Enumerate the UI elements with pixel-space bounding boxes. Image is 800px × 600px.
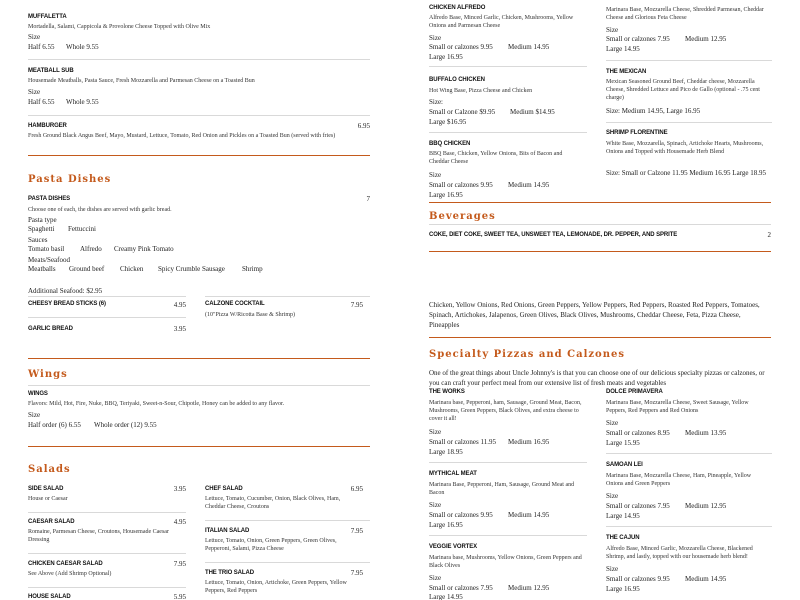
pasta-type-option: Fettuccini — [68, 225, 96, 233]
size-option-small: Small or calzones 9.95 — [429, 511, 493, 519]
divider — [28, 512, 186, 513]
size-option-medium: Medium 14.95 — [508, 511, 550, 519]
item-name: CAESAR SALAD — [28, 519, 75, 525]
item-name: THE WORKS — [429, 389, 465, 395]
item-name: HAMBURGER — [28, 123, 67, 129]
meat-option: Chicken — [120, 265, 144, 273]
size-option-medium: Medium 16.95 — [508, 438, 550, 446]
item-description: Lettuce, Tomato, Onion, Green Peppers, Green Olives, Pepperoni, Salami, Pizza Cheese — [205, 538, 337, 552]
size-option-large: Large 16.95 — [429, 191, 463, 199]
item-price: 6.95 — [357, 122, 370, 130]
item-name: SHRIMP FLORENTINE — [606, 130, 668, 136]
section-heading-specialty: Specialty Pizzas and Calzones — [429, 349, 625, 360]
size-option-large: Large 16.95 — [429, 53, 463, 61]
size-option-large: Large 15.95 — [606, 439, 640, 447]
divider — [205, 562, 370, 563]
size-option-large: Large 16.95 — [429, 521, 463, 529]
item-name: PASTA DISHES — [28, 196, 71, 202]
divider — [606, 526, 772, 527]
meat-option: Ground beef — [69, 265, 105, 273]
size-label: Size — [28, 411, 41, 419]
item-description: Mexican Seasoned Ground Beef, Cheddar cheese, Mozzarella Cheese, Shredded Lettuce and Pico de Gallo (optional - .75 cent charge) — [606, 79, 760, 101]
size-label: Size — [429, 574, 442, 582]
divider — [28, 115, 370, 116]
item-name: HOUSE SALAD — [28, 594, 71, 600]
size-label: Size — [429, 34, 442, 42]
item-description: Marinara Base, Mozzarella Cheese, Shredded Parmesan, Cheddar Cheese and Glorious Feta Cheese — [606, 7, 764, 21]
size-option-medium: Medium 12.95 — [508, 584, 550, 592]
item-description: Housemade Meatballs, Pasta Sauce, Fresh Mozzarella and Parmesan Cheese on a Toasted Bun — [28, 78, 255, 84]
divider — [429, 224, 771, 225]
additional-note: Additional Seafood: $2.95 — [28, 287, 103, 295]
size-option-whole: Whole 9.55 — [66, 98, 99, 106]
section-rule — [28, 358, 370, 359]
size-option-medium: Medium $14.95 — [510, 108, 555, 116]
item-price: 7.95 — [350, 527, 363, 535]
item-price: 2 — [767, 231, 771, 239]
item-price: 5.95 — [173, 593, 186, 600]
item-description: Marinara Base, Mozzarella Cheese, Ham, Pineapple, Yellow Onions and Green Peppers — [606, 473, 752, 487]
item-description: Mortadella, Salami, Cappicola & Provolone Cheese Topped with Olive Mix — [28, 24, 211, 30]
size-option-large: Large 14.95 — [606, 45, 640, 53]
item-description: Marinara base, Mushrooms, Yellow Onions, Green Peppers and Black Olives — [429, 555, 582, 569]
item-description: Romaine, Parmesan Cheese, Croutons, Housemade Caesar Dressing — [28, 529, 169, 543]
item-name: GARLIC BREAD — [28, 326, 73, 332]
item-name: CHEF SALAD — [205, 486, 243, 492]
size-label: Size — [28, 88, 41, 96]
meat-option: Shrimp — [242, 265, 263, 273]
divider — [606, 122, 772, 123]
divider — [429, 66, 587, 67]
divider — [28, 385, 370, 386]
item-name: MYTHICAL MEAT — [429, 471, 477, 477]
size-option-large: Large 16.95 — [606, 585, 640, 593]
item-description: (10"Pizza W/Ricotta Base & Shrimp) — [205, 312, 295, 318]
item-name: ITALIAN SALAD — [205, 528, 250, 534]
item-name: THE TRIO SALAD — [205, 570, 254, 576]
item-name: THE CAJUN — [606, 535, 640, 541]
size-option-medium: Medium 12.95 — [685, 502, 727, 510]
item-name: BBQ CHICKEN — [429, 141, 471, 147]
size-option-whole: Whole order (12) 9.55 — [94, 421, 157, 429]
section-heading-salads: Salads — [28, 464, 71, 475]
sauce-option: Tomato basil — [28, 245, 65, 253]
item-name: COKE, DIET COKE, SWEET TEA, UNSWEET TEA, LEMONADE, DR. PEPPER, AND SPRITE — [429, 232, 678, 238]
size-option-medium: Medium 14.95 — [685, 575, 727, 583]
size-option-small: Small or calzones 9.95 — [429, 43, 493, 51]
size-option-medium: Medium 14.95 — [508, 181, 550, 189]
item-price: 3.95 — [173, 325, 186, 333]
size-option-half: Half order (6) 6.55 — [28, 421, 81, 429]
item-description: Marinara Base, Mozzarella Cheese, Sweet Sausage, Yellow Peppers, Red Peppers and Red Onions — [606, 400, 749, 414]
size-option-large: Large 14.95 — [429, 593, 463, 600]
size-option-large: Large 14.95 — [606, 512, 640, 520]
size-option-medium: Medium 13.95 — [685, 429, 727, 437]
size-option-half: Half 6.55 — [28, 43, 55, 51]
size-options: Size: Small or Calzone 11.95 Medium 16.95 Large 18.95 — [606, 169, 767, 177]
item-description: Choose one of each, the dishes are served with garlic bread. — [28, 207, 172, 213]
item-name: CHICKEN ALFREDO — [429, 5, 486, 11]
item-name: MEATBALL SUB — [28, 68, 74, 74]
size-option-whole: Whole 9.55 — [66, 43, 99, 51]
option-group-label: Meats/Seafood — [28, 256, 70, 264]
item-name: WINGS — [28, 391, 48, 397]
size-label: Size: — [429, 98, 443, 106]
item-price: 3.95 — [173, 485, 186, 493]
item-price: 7 — [366, 195, 370, 203]
section-rule — [429, 202, 771, 203]
divider — [205, 520, 370, 521]
divider — [28, 296, 186, 297]
item-description: Alfredo Base, Minced Garlic, Chicken, Mushrooms, Yellow Onions and Parmesan Cheese — [429, 15, 574, 29]
size-option-small: Small or calzones 9.95 — [606, 575, 670, 583]
option-group-label: Pasta type — [28, 216, 57, 224]
divider — [429, 462, 587, 463]
size-option-small: Small or Calzone $9.95 — [429, 108, 496, 116]
size-label: Size — [606, 26, 619, 34]
size-option-half: Half 6.55 — [28, 98, 55, 106]
size-option-small: Small or calzones 7.95 — [429, 584, 493, 592]
size-label: Size — [429, 428, 442, 436]
item-name: BUFFALO CHICKEN — [429, 77, 485, 83]
item-price: 7.95 — [173, 560, 186, 568]
section-rule — [429, 251, 771, 252]
item-description: Marinara base, Pepperoni, ham, Sausage, Ground Meat, Bacon, Mushrooms, Green Peppers, Black Olives, and extra cheese to cover it all! — [429, 400, 582, 422]
size-option-small: Small or calzones 8.95 — [606, 429, 670, 437]
item-name: CALZONE COCKTAIL — [205, 301, 265, 307]
divider — [28, 553, 186, 554]
item-name: DOLCE PRIMAVERA — [606, 389, 663, 395]
size-label: Size — [606, 419, 619, 427]
item-name: THE MEXICAN — [606, 69, 647, 75]
divider — [606, 453, 772, 454]
item-description: White Base, Mozzarella, Spinach, Artichoke Hearts, Mushrooms, Onions and Topped with Housemade Herb Blend — [606, 141, 764, 155]
sauce-option: Alfredo — [80, 245, 102, 253]
item-price: 4.95 — [173, 518, 186, 526]
item-name: MUFFALETTA — [28, 14, 67, 20]
section-rule — [429, 337, 771, 338]
section-intro: One of the great things about Uncle Johnny's is that you can choose one of our delicious specialty pizzas or calzones, or you can craft your perfect meal from our extensive list of fresh meats and vegetables — [429, 369, 765, 387]
section-heading-pasta: Pasta Dishes — [28, 174, 112, 185]
item-name: CHEESY BREAD STICKS (6) — [28, 301, 106, 307]
item-description: See Above (Add Shrimp Optional) — [28, 571, 112, 577]
option-group-label: Sauces — [28, 236, 48, 244]
size-option-medium: Medium 14.95 — [508, 43, 550, 51]
item-description: Hot Wing Base, Pizza Cheese and Chicken — [429, 88, 533, 94]
item-description: House or Caesar — [28, 496, 68, 502]
size-label: Size — [429, 171, 442, 179]
toppings-list: Chicken, Yellow Onions, Red Onions, Green Peppers, Yellow Peppers, Red Peppers, Roasted Red Peppers, Tomatoes, Spinach, Artichokes, Jalapenos, Green Olives, Black Olives, Mushrooms, Cheddar Cheese, Feta, Pizza Cheese, Pineapples — [429, 301, 760, 329]
item-description: Lettuce, Tomato, Onion, Artichoke, Green Peppers, Yellow Peppers, Red Peppers — [205, 580, 347, 594]
size-label: Size — [606, 492, 619, 500]
pasta-type-option: Spaghetti — [28, 225, 55, 233]
item-name: SAMOAN LEI — [606, 462, 643, 468]
item-name: CHICKEN CAESAR SALAD — [28, 561, 103, 567]
divider — [205, 296, 370, 297]
item-description: BBQ Base, Chicken, Yellow Onions, Bits of Bacon and Cheddar Cheese — [429, 151, 563, 165]
item-name: VEGGIE VORTEX — [429, 544, 478, 550]
item-description: Flavors: Mild, Hot, Fire, Nuke, BBQ, Teriyaki, Sweet-n-Sour, Chipotle, Honey can be added to any flavor. — [28, 401, 285, 407]
size-option-small: Small or calzones 11.95 — [429, 438, 497, 446]
size-label: Size — [429, 501, 442, 509]
item-price: 4.95 — [173, 301, 186, 309]
size-option-small: Small or calzones 7.95 — [606, 35, 670, 43]
size-option-small: Small or calzones 7.95 — [606, 502, 670, 510]
divider — [28, 59, 370, 60]
divider — [28, 317, 186, 318]
item-price: 6.95 — [350, 485, 363, 493]
divider — [28, 587, 186, 588]
size-option-small: Small or calzones 9.95 — [429, 181, 493, 189]
item-description: Fresh Ground Black Angus Beef, Mayo, Mustard, Lettuce, Tomato, Red Onion and Pickles on a Toasted Bun (served with fries) — [28, 133, 336, 139]
item-description: Alfredo Base, Minced Garlic, Mozzarella Cheese, Blackened Shrimp, and lastly, topped with our housemade herb blend! — [606, 546, 753, 560]
section-rule — [28, 446, 370, 447]
section-rule — [28, 155, 370, 156]
size-option-medium: Medium 12.95 — [685, 35, 727, 43]
section-heading-beverages: Beverages — [429, 211, 496, 222]
size-options: Size: Medium 14.95, Large 16.95 — [606, 107, 701, 115]
divider — [606, 60, 772, 61]
item-price: 7.95 — [350, 569, 363, 577]
item-price: 7.95 — [350, 301, 363, 309]
divider — [429, 132, 587, 133]
sauce-option: Creamy Pink Tomato — [114, 245, 174, 253]
size-label: Size — [28, 33, 41, 41]
size-option-large: Large 18.95 — [429, 448, 463, 456]
size-option-large: Large $16.95 — [429, 118, 467, 126]
meat-option: Spicy Crumble Sausage — [158, 265, 225, 273]
item-name: SIDE SALAD — [28, 486, 64, 492]
item-description: Lettuce, Tomato, Cucumber, Onion, Black Olives, Ham, Cheddar Cheese, Croutons — [205, 496, 341, 510]
meat-option: Meatballs — [28, 265, 56, 273]
item-description: Marinara Base, Pepperoni, Ham, Sausage, Ground Meat and Bacon — [429, 482, 575, 496]
divider — [429, 535, 587, 536]
section-heading-wings: Wings — [28, 369, 68, 380]
size-label: Size — [606, 565, 619, 573]
